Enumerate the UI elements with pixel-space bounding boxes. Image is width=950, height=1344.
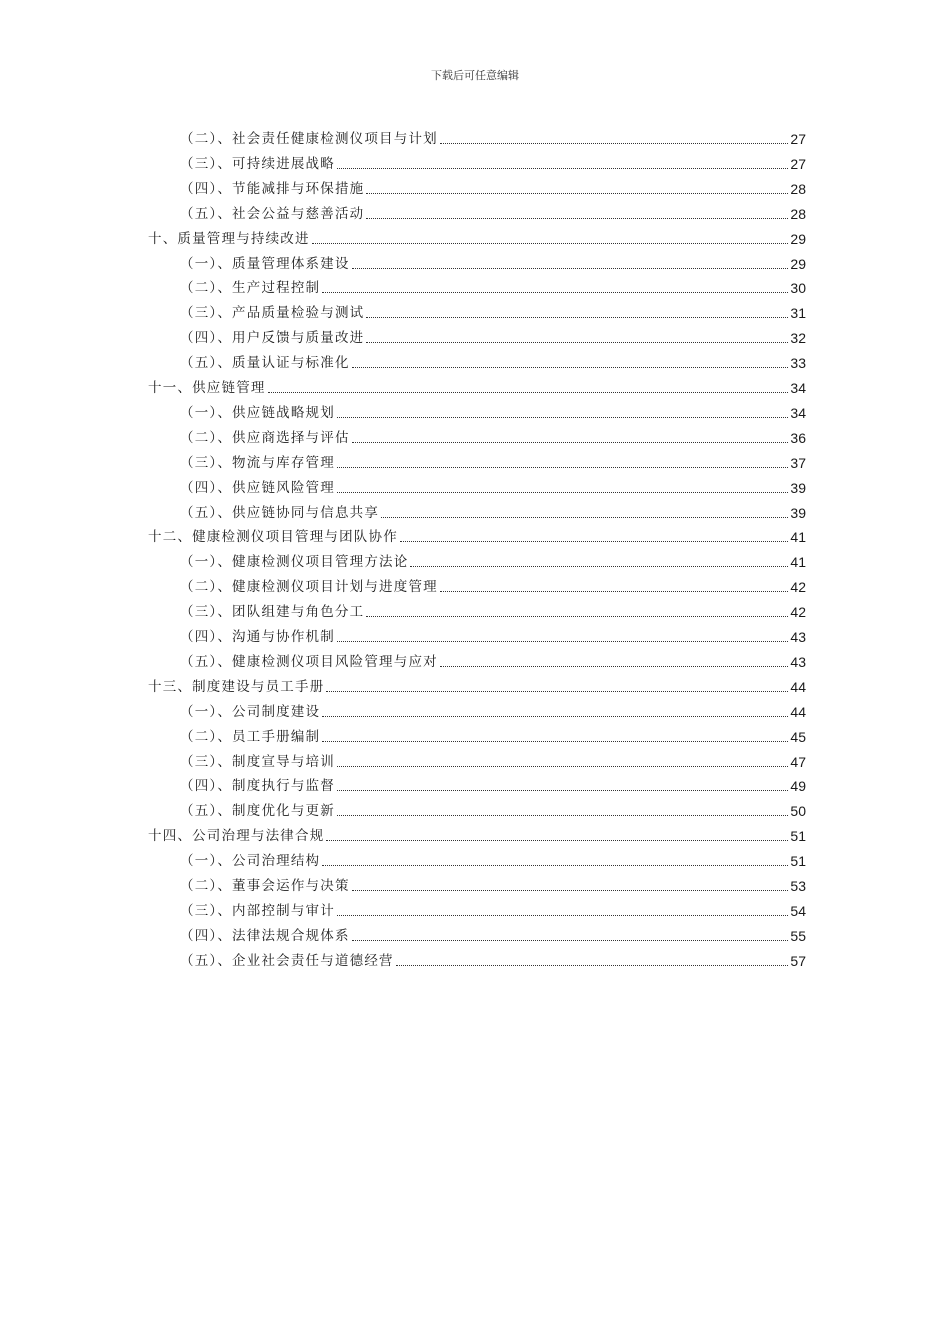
toc-entry-title: （一）、公司治理结构 (180, 853, 321, 870)
toc-dot-leader (366, 193, 788, 194)
toc-entry-title: （二）、生产过程控制 (180, 280, 321, 297)
toc-entry-page-number: 27 (790, 131, 806, 147)
toc-entry-page-number: 29 (790, 255, 806, 272)
toc-entry-page-number: 33 (790, 355, 806, 372)
toc-entry-page-number: 28 (790, 205, 806, 222)
toc-entry-page-number: 29 (790, 230, 806, 247)
toc-entry[interactable] (180, 724, 806, 746)
toc-entry[interactable] (180, 350, 806, 372)
toc-entry[interactable] (180, 624, 806, 646)
toc-dot-leader (381, 517, 788, 518)
toc-entry[interactable] (180, 251, 806, 273)
toc-entry-page-number: 53 (790, 878, 806, 894)
toc-entry-title: （四）、制度执行与监督 (180, 778, 335, 795)
toc-entry-title: （三）、团队组建与角色分工 (180, 604, 365, 621)
toc-dot-leader (337, 492, 788, 493)
toc-entry-title: （五）、企业社会责任与道德经营 (180, 952, 394, 969)
toc-dot-leader (337, 766, 788, 767)
toc-entry[interactable] (180, 948, 806, 970)
toc-entry-title: （四）、沟通与协作机制 (180, 629, 335, 645)
toc-dot-leader (396, 965, 789, 966)
toc-dot-leader (322, 716, 788, 717)
toc-entry-page-number: 45 (790, 728, 806, 745)
toc-dot-leader (268, 392, 789, 393)
toc-entry-title: （四）、用户反馈与质量改进 (180, 330, 365, 347)
toc-dot-leader (352, 940, 789, 941)
toc-entry-title: （五）、供应链协同与信息共享 (180, 504, 380, 521)
toc-entry[interactable] (180, 151, 806, 173)
toc-dot-leader (337, 641, 788, 642)
toc-entry[interactable] (180, 574, 806, 596)
toc-entry-title: （一）、供应链战略规划 (180, 404, 335, 421)
toc-dot-leader (337, 168, 788, 169)
toc-dot-leader (322, 865, 788, 866)
toc-dot-leader (337, 815, 788, 816)
toc-entry[interactable] (180, 749, 806, 771)
toc-entry[interactable] (180, 599, 806, 621)
toc-dot-leader (326, 691, 788, 692)
toc-entry-page-number: 31 (790, 305, 806, 322)
toc-dot-leader (337, 790, 788, 791)
toc-entry[interactable] (180, 699, 806, 721)
toc-entry-title: （四）、法律法规合规体系 (180, 927, 350, 944)
toc-entry-page-number: 54 (790, 902, 806, 919)
toc-entry[interactable] (148, 375, 806, 397)
toc-entry-page-number: 39 (790, 479, 806, 496)
toc-entry[interactable] (180, 898, 806, 920)
toc-dot-leader (400, 541, 789, 542)
toc-entry-page-number: 32 (790, 330, 806, 347)
toc-dot-leader (366, 342, 788, 343)
toc-entry-title: （四）、供应链风险管理 (180, 479, 335, 496)
toc-entry[interactable] (180, 549, 806, 571)
toc-entry[interactable] (180, 325, 806, 347)
toc-entry-title: （三）、产品质量检验与测试 (180, 305, 365, 322)
toc-entry[interactable] (148, 823, 806, 845)
toc-entry-page-number: 51 (790, 828, 806, 845)
toc-entry[interactable] (180, 400, 806, 422)
toc-dot-leader (337, 417, 788, 418)
toc-entry-page-number: 27 (790, 155, 806, 172)
toc-entry-page-number: 36 (790, 429, 806, 446)
toc-dot-leader (312, 243, 789, 244)
toc-dot-leader (440, 591, 789, 592)
toc-entry[interactable] (148, 226, 806, 248)
toc-entry-page-number: 47 (790, 753, 806, 770)
toc-entry-page-number: 39 (790, 504, 806, 521)
toc-entry[interactable] (180, 848, 806, 870)
toc-dot-leader (326, 840, 788, 841)
toc-entry[interactable] (180, 649, 806, 671)
toc-entry-page-number: 41 (790, 529, 806, 546)
toc-entry-title: （四）、节能减排与环保措施 (180, 180, 365, 197)
toc-entry[interactable] (180, 425, 806, 447)
toc-entry-title: （一）、质量管理体系建设 (180, 255, 350, 272)
toc-entry-page-number: 51 (790, 853, 806, 870)
toc-dot-leader (440, 143, 789, 144)
toc-entry-title: 十一、供应链管理 (148, 380, 266, 396)
toc-entry[interactable] (148, 674, 806, 696)
toc-entry-title: 十、质量管理与持续改进 (148, 230, 310, 247)
toc-dot-leader (366, 616, 788, 617)
toc-dot-leader (322, 741, 788, 742)
toc-entry[interactable] (180, 176, 806, 198)
toc-entry[interactable] (180, 798, 806, 820)
toc-entry-page-number: 34 (790, 404, 806, 421)
toc-entry-title: （二）、员工手册编制 (180, 728, 321, 745)
toc-entry-page-number: 34 (790, 380, 806, 396)
toc-entry[interactable] (180, 275, 806, 297)
toc-entry-title: （二）、供应商选择与评估 (180, 429, 350, 446)
toc-entry-title: 十二、健康检测仪项目管理与团队协作 (148, 529, 398, 546)
toc-entry[interactable] (180, 475, 806, 497)
toc-entry-title: （一）、公司制度建设 (180, 703, 321, 720)
toc-entry-title: （二）、健康检测仪项目计划与进度管理 (180, 579, 438, 596)
toc-entry-page-number: 44 (790, 678, 806, 695)
toc-dot-leader (352, 442, 789, 443)
toc-entry-title: （三）、制度宣导与培训 (180, 753, 335, 770)
toc-dot-leader (337, 915, 788, 916)
toc-entry-title: （三）、物流与库存管理 (180, 454, 335, 471)
toc-dot-leader (337, 467, 788, 468)
toc-dot-leader (352, 367, 789, 368)
toc-entry-page-number: 49 (790, 778, 806, 795)
toc-entry[interactable] (180, 923, 806, 945)
toc-dot-leader (410, 566, 788, 567)
toc-dot-leader (366, 218, 788, 219)
toc-entry-page-number: 55 (790, 927, 806, 944)
toc-entry-title: （二）、董事会运作与决策 (180, 878, 350, 894)
toc-entry-page-number: 42 (790, 604, 806, 621)
toc-entry[interactable] (180, 126, 806, 148)
toc-entry-page-number: 43 (790, 653, 806, 670)
toc-entry[interactable] (180, 500, 806, 522)
toc-entry-page-number: 28 (790, 180, 806, 197)
toc-entry-page-number: 41 (790, 554, 806, 571)
toc-dot-leader (352, 268, 789, 269)
toc-entry-page-number: 30 (790, 280, 806, 297)
toc-dot-leader (352, 890, 789, 891)
toc-entry-title: （五）、社会公益与慈善活动 (180, 205, 365, 222)
toc-entry-title: 十三、制度建设与员工手册 (148, 678, 325, 695)
toc-entry[interactable] (180, 201, 806, 223)
toc-entry[interactable] (180, 773, 806, 795)
toc-entry-title: 十四、公司治理与法律合规 (148, 828, 325, 845)
toc-entry-page-number: 57 (790, 952, 806, 969)
toc-entry-title: （二）、社会责任健康检测仪项目与计划 (180, 131, 438, 147)
toc-dot-leader (440, 666, 789, 667)
toc-entry-title: （三）、内部控制与审计 (180, 902, 335, 919)
toc-entry-page-number: 42 (790, 579, 806, 596)
toc-dot-leader (322, 292, 788, 293)
page-header: 下载后可任意编辑 (431, 69, 519, 82)
toc-entry-page-number: 43 (790, 629, 806, 645)
toc-entry[interactable] (180, 873, 806, 895)
toc-entry-page-number: 37 (790, 454, 806, 471)
toc-entry-title: （五）、健康检测仪项目风险管理与应对 (180, 653, 438, 670)
toc-entry-page-number: 44 (790, 703, 806, 720)
toc-dot-leader (366, 317, 788, 318)
toc-entry[interactable] (180, 450, 806, 472)
toc-entry-title: （一）、健康检测仪项目管理方法论 (180, 554, 409, 571)
toc-entry-title: （三）、可持续进展战略 (180, 155, 335, 172)
toc-entry-title: （五）、质量认证与标准化 (180, 355, 350, 372)
toc-entry[interactable] (180, 300, 806, 322)
toc-entry[interactable] (148, 524, 806, 546)
toc-entry-title: （五）、制度优化与更新 (180, 803, 335, 820)
toc-entry-page-number: 50 (790, 803, 806, 820)
